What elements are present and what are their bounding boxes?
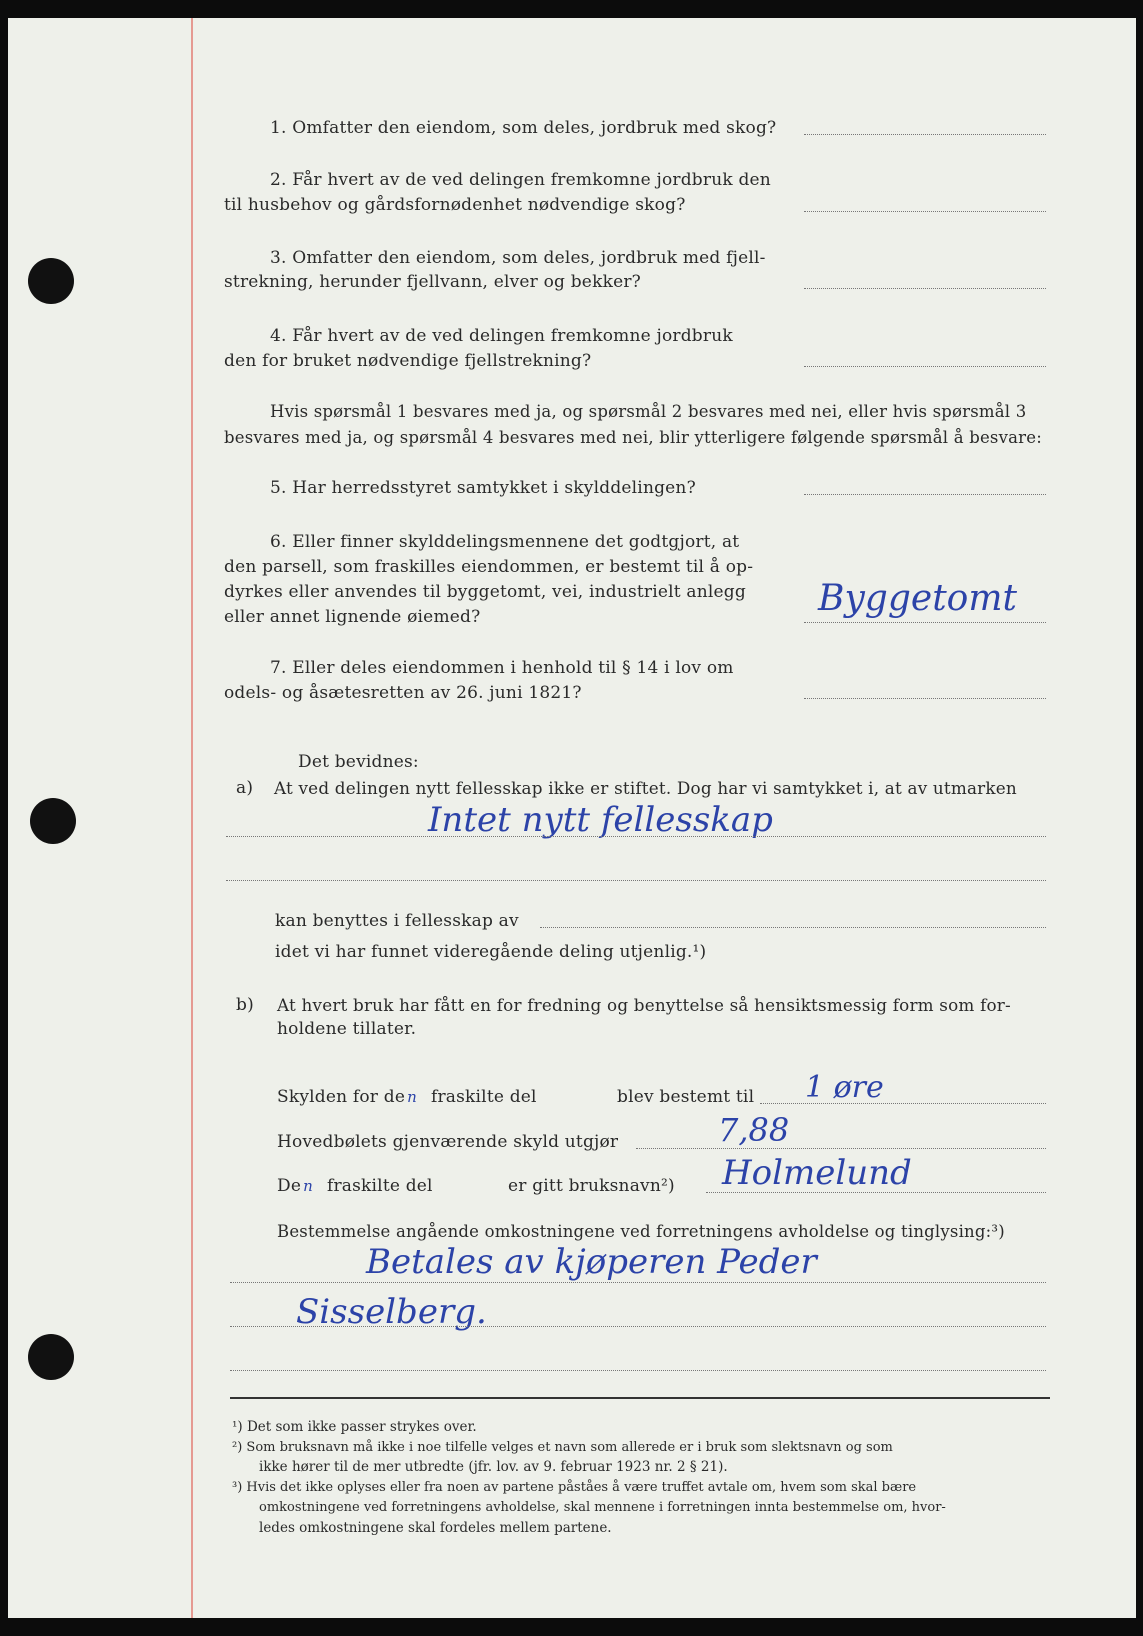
kan-benyttes-line — [540, 927, 1046, 928]
answer-line-6 — [804, 622, 1046, 623]
question-6-line-2: den parsell, som fraskilles eiendommen, er bestemt til å op- — [224, 557, 754, 577]
section-b-line-1: At hvert bruk har fått en for fredning og benyttelse så hensiktsmessig form som for- — [277, 995, 1011, 1015]
bruksnavn-line — [706, 1192, 1046, 1193]
answer-line-4 — [804, 366, 1046, 367]
den-text-a: De — [277, 1176, 302, 1196]
question-2-line-2: til husbehov og gårdsfornødenhet nødvendige skog? — [224, 195, 686, 215]
condition-line-2: besvares med ja, og spørsmål 4 besvares med nei, blir ytterligere følgende spørsmål å besvare: — [224, 428, 1042, 447]
handwritten-answer-6: Byggetomt — [818, 578, 1017, 619]
question-6-line-4: eller annet lignende øiemed? — [224, 607, 481, 627]
den-fraskilte-label — [277, 1176, 433, 1196]
handwritten-bruksnavn: Holmelund — [722, 1153, 912, 1193]
handwritten-hovedbol: 7,88 — [718, 1111, 790, 1149]
footnote-2-line-1: ²) Som bruksnavn må ikke i noe tilfelle velges et navn som allerede er i bruk som slektsnavn og som — [232, 1440, 893, 1455]
question-4-line-1: 4. Får hvert av de ved delingen fremkomne jordbruk — [270, 326, 733, 346]
footnote-divider — [230, 1397, 1050, 1399]
den-struck-letter: n — [303, 1177, 313, 1195]
skylden-text-b: fraskilte del — [430, 1087, 537, 1107]
answer-line-1 — [804, 134, 1046, 135]
question-3-line-1: 3. Omfatter den eiendom, som deles, jordbruk med fjell- — [270, 248, 766, 268]
question-7-line-1: 7. Eller deles eiendommen i henhold til § 14 i lov om — [270, 658, 734, 678]
skylden-text-a: Skylden for de — [277, 1087, 406, 1107]
handwritten-fellesskap: Intet nytt fellesskap — [428, 800, 773, 840]
handwritten-omkost-line-2: Sisselberg. — [296, 1292, 487, 1332]
question-4-line-2: den for bruket nødvendige fjellstrekning? — [224, 351, 592, 371]
footnote-3-line-1: ³) Hvis det ikke oplyses eller fra noen av partene påståes å være truffet avtale om, hvem som skal bære — [232, 1480, 917, 1495]
answer-line-7 — [804, 698, 1046, 699]
condition-line-1: Hvis spørsmål 1 besvares med ja, og spørsmål 2 besvares med nei, eller hvis spørsmål 3 — [270, 402, 1027, 421]
omkost-line-3 — [230, 1370, 1046, 1371]
margin-line — [191, 18, 193, 1618]
skylden-label — [277, 1087, 537, 1107]
idet-text: idet vi har funnet videregående deling utjenlig.¹) — [275, 942, 707, 962]
question-3-line-2: strekning, herunder fjellvann, elver og bekker? — [224, 272, 641, 292]
answer-line-2 — [804, 211, 1046, 212]
skyld-line — [760, 1103, 1046, 1104]
question-5: 5. Har herredsstyret samtykket i skylddelingen? — [270, 478, 696, 498]
hovedbol-line — [636, 1148, 1046, 1149]
skylden-struck-letter: n — [407, 1088, 417, 1106]
answer-line-5 — [804, 494, 1046, 495]
question-1: 1. Omfatter den eiendom, som deles, jordbruk med skog? — [270, 118, 777, 138]
hovedbol-label: Hovedbølets gjenværende skyld utgjør — [277, 1132, 619, 1152]
answer-line-3 — [804, 288, 1046, 289]
section-a-label: a) — [236, 778, 254, 798]
footnote-1: ¹) Det som ikke passer strykes over. — [232, 1419, 477, 1435]
question-6-line-1: 6. Eller finner skylddelingsmennene det godtgjort, at — [270, 532, 740, 552]
question-2-line-1: 2. Får hvert av de ved delingen fremkomne jordbruk den — [270, 170, 771, 190]
omkost-line-2 — [230, 1326, 1046, 1327]
fellesskap-line-2 — [226, 880, 1046, 881]
section-b-label: b) — [236, 995, 254, 1015]
handwritten-omkost-line-1: Betales av kjøperen Peder — [366, 1242, 817, 1282]
punch-hole-middle — [30, 798, 76, 844]
den-text-b: fraskilte del — [326, 1176, 433, 1196]
bestemmelse-label: Bestemmelse angående omkostningene ved forretningens avholdelse og tinglysing:³) — [277, 1222, 1005, 1241]
fellesskap-line-1 — [226, 836, 1046, 837]
question-7-line-2: odels- og åsætesretten av 26. juni 1821? — [224, 683, 582, 703]
bevidnes-heading: Det bevidnes: — [298, 752, 419, 772]
section-a-text: At ved delingen nytt fellesskap ikke er stiftet. Dog har vi samtykket i, at av utmarken — [274, 778, 1017, 798]
omkost-line-1 — [230, 1282, 1046, 1283]
bruksnavn-label: er gitt bruksnavn²) — [508, 1176, 675, 1196]
section-b-line-2: holdene tillater. — [277, 1019, 417, 1039]
blev-bestemt-label: blev bestemt til — [617, 1087, 755, 1107]
footnote-3-line-2: omkostningene ved forretningens avholdelse, skal mennene i forretningen innta bestemmelse om, hvor- — [259, 1500, 946, 1515]
punch-hole-top — [28, 258, 74, 304]
footnote-2-line-2: ikke hører til de mer utbredte (jfr. lov. av 9. februar 1923 nr. 2 § 21). — [259, 1459, 728, 1475]
handwritten-skyld: 1 øre — [805, 1070, 884, 1105]
punch-hole-bottom — [28, 1334, 74, 1380]
question-6-line-3: dyrkes eller anvendes til byggetomt, vei, industrielt anlegg — [224, 582, 746, 602]
kan-benyttes-text: kan benyttes i fellesskap av — [275, 911, 519, 931]
footnote-3-line-3: ledes omkostningene skal fordeles mellem partene. — [259, 1520, 612, 1536]
